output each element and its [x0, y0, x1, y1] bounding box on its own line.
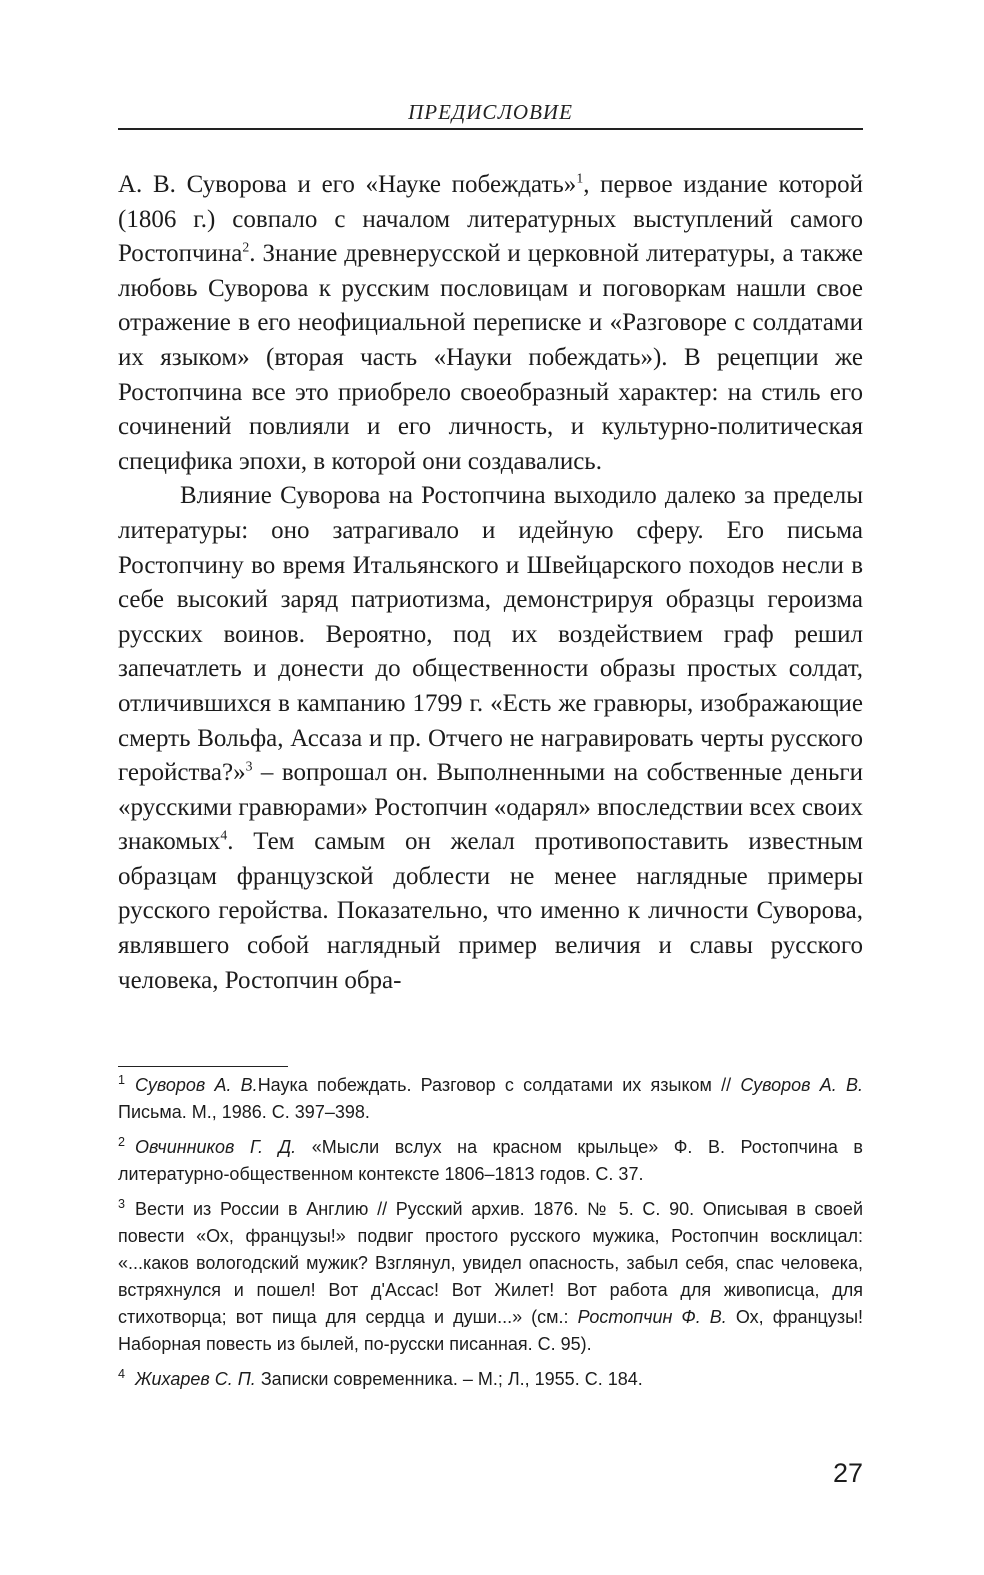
page-number: 27 [832, 1458, 863, 1488]
main-text [118, 168, 863, 998]
footnote-text: Ох, французы! Наборная повесть из былей, по-русски писанная. С. 95). [118, 1307, 864, 1354]
footnote-ref-3[interactable]: 3 [245, 758, 253, 774]
footnote-number: 2 [118, 1135, 126, 1149]
paragraph-2 [118, 479, 863, 998]
footnote-text: Записки современника. – М.; Л., 1955. С. 184. [255, 1369, 643, 1389]
paragraph-1 [118, 168, 863, 479]
header-rule [118, 128, 863, 130]
paragraph-1-part-a: А. В. Суворова и его «Науке побеждать» [118, 171, 577, 198]
footnote-4 [118, 1366, 863, 1393]
footnote-author: Суворов А. В. [740, 1075, 863, 1095]
paragraph-2-part-a: Влияние Суворова на Ростопчина выходило далеко за пределы литературы: оно затрагивало и идейную сферу. Его письма Ростопчину во время Итальянского и Швейцарского походов несли в себе высокий заряд патриотизма, демонстрируя образцы героизма русских воинов. Вероятно, под их воздействием граф решил запечатлеть и донести до общественности образы простых солдат, отличившихся в кампанию 1799 г. «Есть же гравюры, изображающие смерть Вольфа, Ассаза и пр. Отчего не награвировать черты русского геройства?» [118, 482, 863, 787]
footnote-text: «Мысли вслух на красном крыльце» Ф. В. Ростопчина в литературно-общественном контексте 1806–1813 годов. С. 37. [118, 1137, 863, 1184]
footnotes [118, 1072, 863, 1401]
footnote-number: 3 [118, 1197, 126, 1211]
footnote-1 [118, 1072, 863, 1126]
paragraph-2-part-c: . Тем самым он желал противопоставить известным образцам французской доблести не менее наглядные примеры русского геройства. Показательно, что именно к личности Суворова, являвшего собой наглядный пример величия и славы русского человека, Ростопчин обра- [118, 828, 863, 994]
footnote-number: 4 [118, 1367, 126, 1381]
footnote-rule [118, 1066, 288, 1067]
footnote-text: Вести из России в Англию // Русский архив. 1876. № 5. С. 90. Описывая в своей повести «Ох, французы!» подвиг простого русского мужика, Ростопчин восклицал: «...каков вологодский мужик? Взглянул, увидел опасность, забыл себя, спас человека, встряхнулся и пошел! Вот д'Ассас! Вот Жилет! Вот работа для живописца, для стихотворца; вот пища для сердца и души...» (см.: [118, 1199, 863, 1327]
footnote-2 [118, 1134, 863, 1188]
footnote-ref-4[interactable]: 4 [220, 827, 228, 843]
footnote-author: Суворов А. В. [135, 1075, 258, 1095]
paragraph-1-part-c: . Знание древнерусской и церковной литературы, а также любовь Суворова к русским пословицам и поговоркам нашли свое отражение в его неофициальной переписке и «Разговоре с солдатами их языком» (вторая часть «Науки побеждать»). В рецепции же Ростопчина все это приобрело своеобразный характер: на стиль его сочинений повлияли и его личность, и культурно-политическая специфика эпохи, в которой они создавались. [118, 240, 863, 475]
footnote-3 [118, 1196, 863, 1358]
footnote-ref-1[interactable]: 1 [576, 170, 584, 186]
running-title: ПРЕДИСЛОВИЕ [408, 100, 573, 124]
footnote-text: Наука побеждать. Разговор с солдатами их языком // [257, 1075, 741, 1095]
footnote-ref-2[interactable]: 2 [242, 239, 250, 255]
footnote-text: Письма. М., 1986. С. 397–398. [118, 1102, 370, 1122]
footnote-author: Ростопчин Ф. В. [577, 1307, 727, 1327]
footnote-number: 1 [118, 1073, 126, 1087]
paragraph-2-part-b: – вопрошал он. Выполненными на собственные деньги «русскими гравюрами» Ростопчин «одарял» впоследствии всех своих знакомых [118, 759, 863, 856]
paragraph-1-part-b: , первое издание которой (1806 г.) совпало с началом литературных выступлений самого Ростопчина [118, 171, 863, 268]
footnote-author: Жихарев С. П. [135, 1369, 256, 1389]
footnote-author: Овчинников Г. Д. [135, 1137, 297, 1157]
